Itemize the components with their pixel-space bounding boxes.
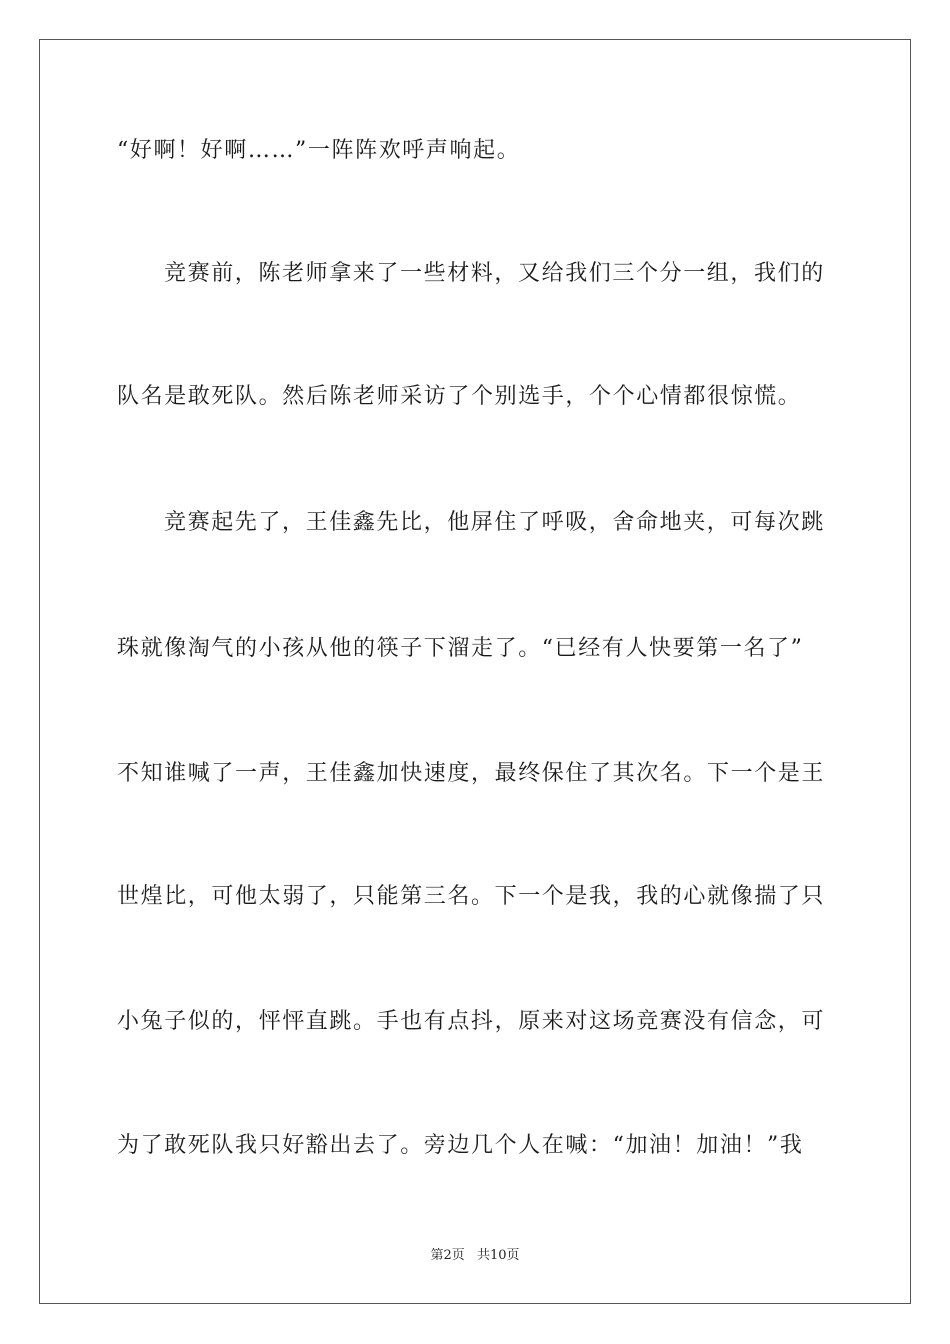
text-line-9: 为了敢死队我只好豁出去了。旁边几个人在喊：“加油！加油！”我 (117, 1133, 804, 1158)
text-line-1: “好啊！好啊……”一阵阵欢呼声响起。 (117, 138, 521, 163)
text-line-6: 不知谁喊了一声，王佳鑫加快速度，最终保住了其次名。下一个是王 (117, 761, 826, 786)
total-pages: 共10页 (476, 1248, 520, 1263)
page-footer (0, 1247, 950, 1265)
text-line-3: 队名是敢死队。然后陈老师采访了个别选手，个个心情都很惊慌。 (117, 384, 802, 409)
page-number: 第2页 (430, 1248, 465, 1263)
text-line-5: 珠就像淘气的小孩从他的筷子下溜走了。“已经有人快要第一名了” (117, 636, 804, 661)
text-line-4: 竞赛起先了，王佳鑫先比，他屏住了呼吸，舍命地夹，可每次跳 (164, 510, 825, 535)
text-line-8: 小兔子似的，怦怦直跳。手也有点抖，原来对这场竞赛没有信念，可 (117, 1009, 826, 1034)
page-border (39, 39, 911, 1304)
text-line-2: 竞赛前，陈老师拿来了一些材料，又给我们三个分一组，我们的 (164, 261, 825, 286)
text-line-7: 世煌比，可他太弱了，只能第三名。下一个是我，我的心就像揣了只 (117, 884, 826, 909)
